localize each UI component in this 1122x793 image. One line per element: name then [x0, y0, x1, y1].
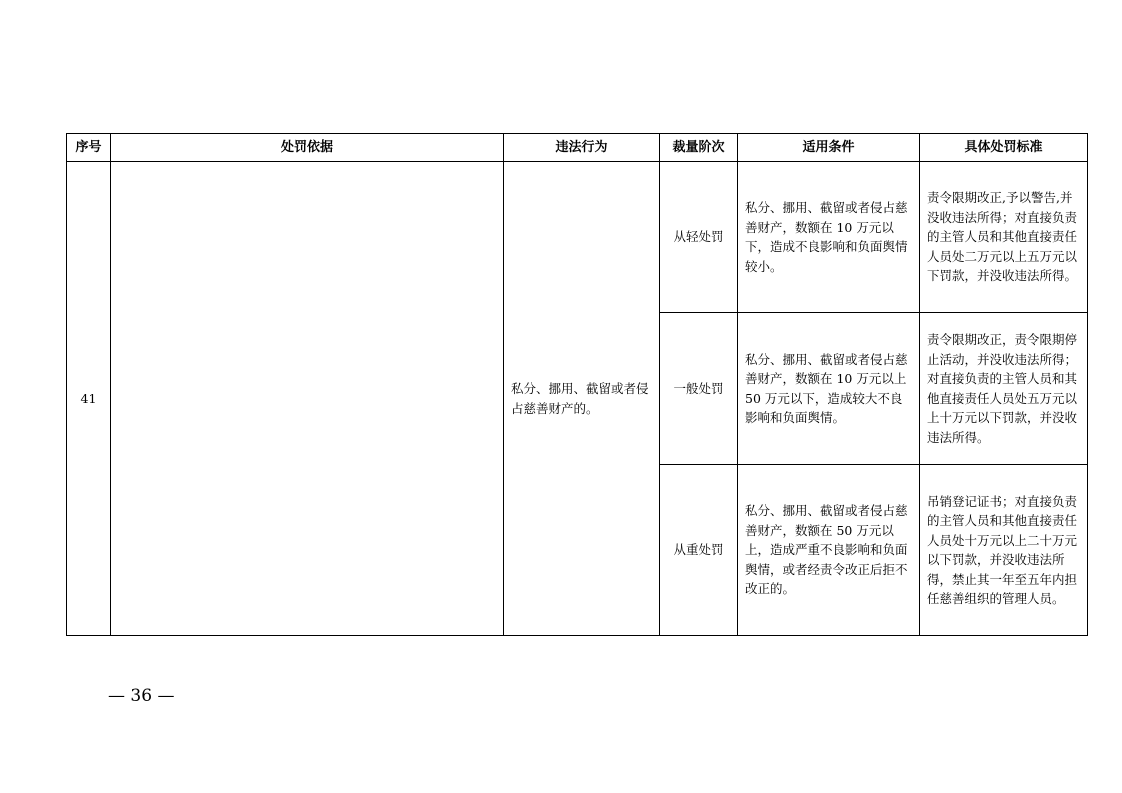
row-number: 41 — [67, 162, 111, 636]
header-condition: 适用条件 — [738, 134, 920, 162]
header-basis: 处罚依据 — [111, 134, 504, 162]
row-violation: 私分、挪用、截留或者侵占慈善财产的。 — [504, 162, 660, 636]
penalty-table — [66, 133, 1088, 636]
header-violation: 违法行为 — [504, 134, 660, 162]
level-general: 一般处罚 — [660, 313, 738, 465]
row-basis — [111, 162, 504, 636]
header-number: 序号 — [67, 134, 111, 162]
header-penalty: 具体处罚标准 — [920, 134, 1088, 162]
condition-light: 私分、挪用、截留或者侵占慈善财产，数额在 10 万元以下，造成不良影响和负面舆情较小。 — [738, 162, 920, 313]
level-heavy: 从重处罚 — [660, 465, 738, 636]
penalty-heavy: 吊销登记证书；对直接负责的主管人员和其他直接责任人员处十万元以上二十万元以下罚款，并没收违法所得，禁止其一年至五年内担任慈善组织的管理人员。 — [920, 465, 1088, 636]
penalty-general: 责令限期改正，责令限期停止活动，并没收违法所得；对直接负责的主管人员和其他直接责任人员处五万元以上十万元以下罚款，并没收违法所得。 — [920, 313, 1088, 465]
condition-heavy: 私分、挪用、截留或者侵占慈善财产，数额在 50 万元以上，造成严重不良影响和负面舆情，或者经责令改正后拒不改正的。 — [738, 465, 920, 636]
page-number: — 36 — — [108, 686, 175, 706]
condition-general: 私分、挪用、截留或者侵占慈善财产，数额在 10 万元以上 50 万元以下，造成较大不良影响和负面舆情。 — [738, 313, 920, 465]
level-light: 从轻处罚 — [660, 162, 738, 313]
table-row — [67, 162, 1088, 313]
header-level: 裁量阶次 — [660, 134, 738, 162]
header-row — [67, 134, 1088, 162]
penalty-light: 责令限期改正,予以警告,并没收违法所得；对直接负责的主管人员和其他直接责任人员处二万元以上五万元以下罚款，并没收违法所得。 — [920, 162, 1088, 313]
